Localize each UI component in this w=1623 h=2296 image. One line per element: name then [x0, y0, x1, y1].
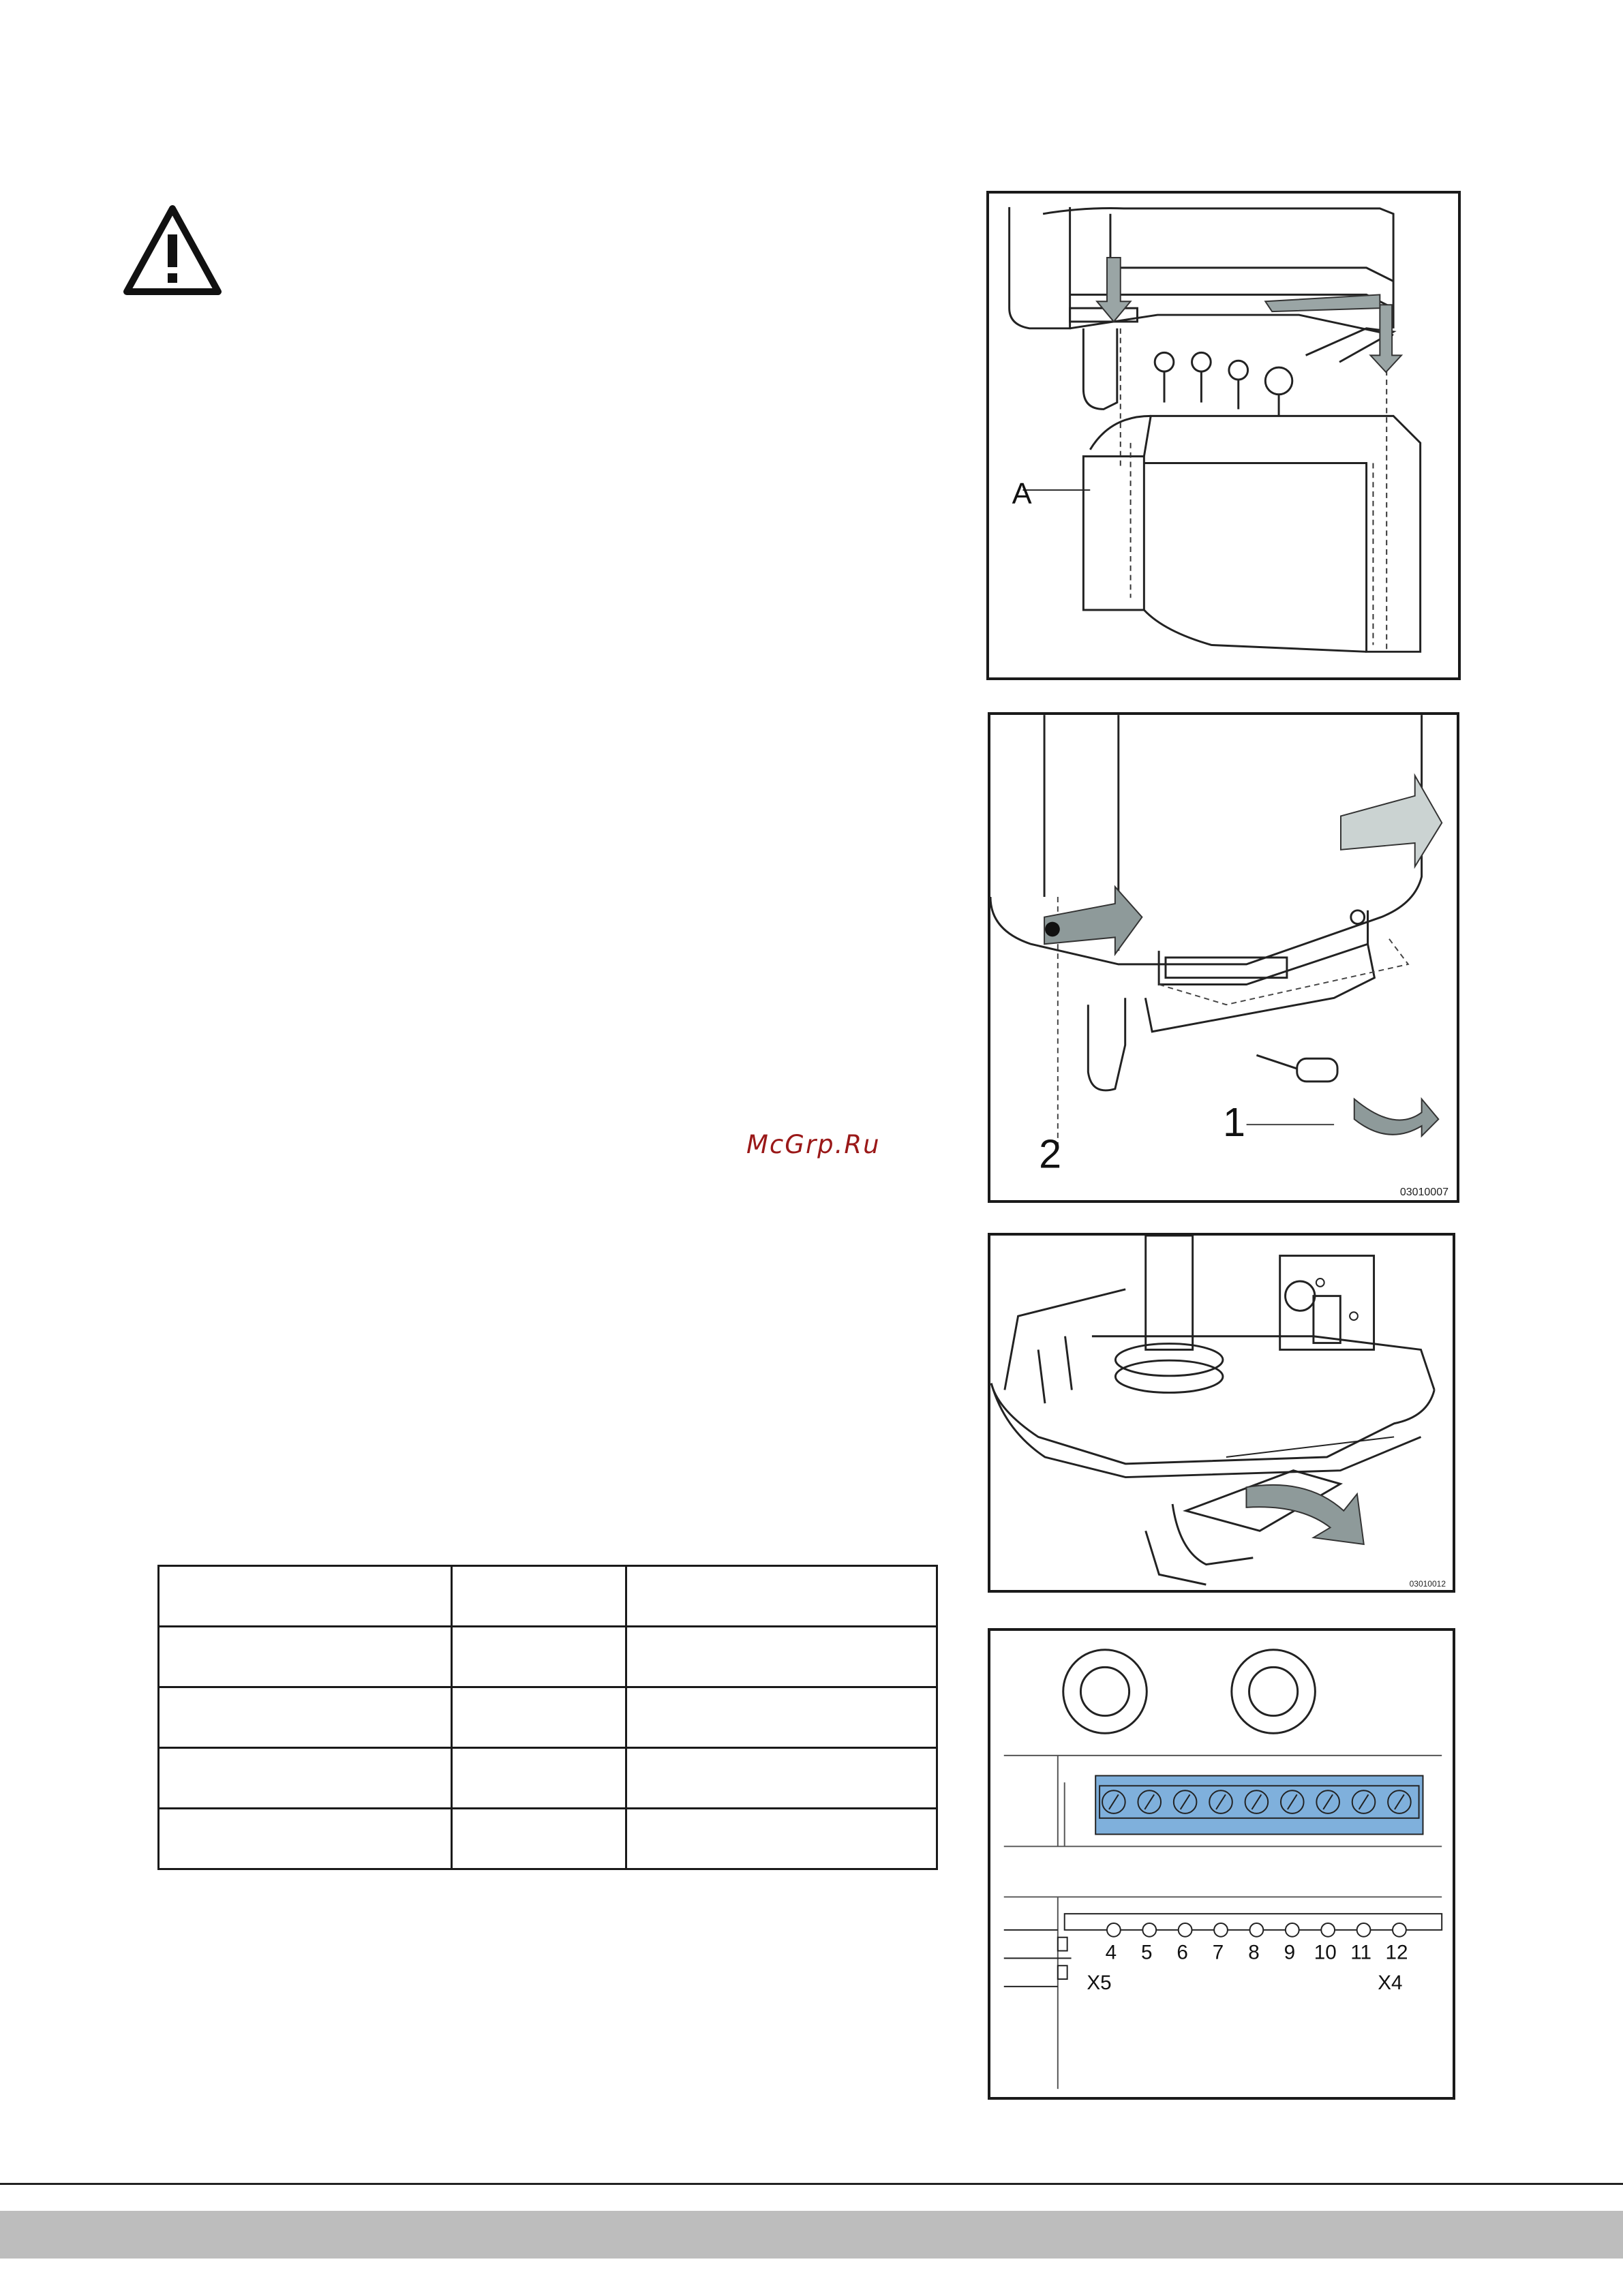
table-cell — [452, 1627, 626, 1687]
table-cell — [626, 1687, 937, 1748]
label-2: 2 — [1039, 1131, 1062, 1177]
table-row — [159, 1809, 937, 1869]
figure-cover-mounting — [986, 191, 1461, 680]
table-cell — [626, 1627, 937, 1687]
terminal-number: 11 — [1350, 1941, 1371, 1964]
table-row — [159, 1627, 937, 1687]
figure-front-panel-removal — [988, 712, 1459, 1203]
footer-band — [0, 2211, 1623, 2259]
connector-x5-label: X5 — [1087, 1971, 1112, 1994]
terminal-number: 7 — [1212, 1941, 1224, 1964]
terminal-number: 6 — [1177, 1941, 1188, 1964]
footer-rule — [0, 2183, 1623, 2185]
watermark: McGrp.Ru — [746, 1130, 881, 1159]
warning-icon — [123, 204, 222, 296]
table-row — [159, 1687, 937, 1748]
table-cell — [626, 1809, 937, 1869]
terminal-number: 12 — [1385, 1941, 1408, 1964]
table-cell — [159, 1809, 452, 1869]
terminal-number: 4 — [1105, 1941, 1117, 1964]
table-cell — [159, 1748, 452, 1809]
table-cell — [452, 1566, 626, 1627]
table-cell — [452, 1809, 626, 1869]
terminal-number: 8 — [1248, 1941, 1260, 1964]
table-cell — [452, 1687, 626, 1748]
table-cell — [159, 1566, 452, 1627]
table-cell — [452, 1748, 626, 1809]
table-row — [159, 1566, 937, 1627]
terminal-number: 9 — [1284, 1941, 1296, 1964]
terminal-block — [1095, 1776, 1423, 1835]
terminal-number: 10 — [1314, 1941, 1337, 1964]
connector-x4-label: X4 — [1378, 1971, 1403, 1994]
figure-code: 03010007 — [1399, 1187, 1448, 1198]
label-1: 1 — [1223, 1099, 1245, 1145]
label-a: A — [1012, 477, 1032, 510]
figure-terminal-block — [988, 1628, 1455, 2100]
table-cell — [159, 1627, 452, 1687]
spec-table — [157, 1565, 938, 1870]
table-cell — [159, 1687, 452, 1748]
table-row — [159, 1748, 937, 1809]
figure-code: 03010012 — [1409, 1579, 1446, 1589]
figure-control-box-open — [988, 1233, 1455, 1593]
table-cell — [626, 1566, 937, 1627]
terminal-number: 5 — [1141, 1941, 1153, 1964]
table-cell — [626, 1748, 937, 1809]
